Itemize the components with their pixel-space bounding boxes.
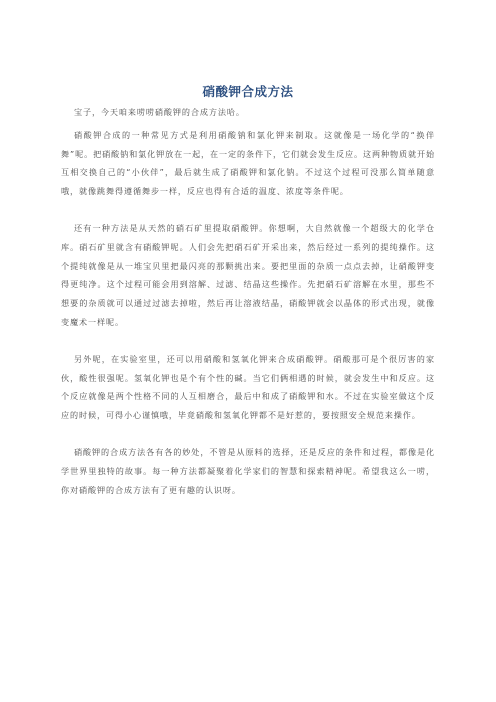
- paragraph-method-saltpeter-ore: 还有一种方法是从天然的硝石矿里提取硝酸钾。你想啊，大自然就像一个超级大的化学仓库。硝石矿里就含有硝酸钾呢。人们会先把硝石矿开采出来，然后经过一系列的提纯操作。这个提纯就像是从一堆宝贝里把最闪亮的那颗挑出来。要把里面的杂质一点点去掉，让硝酸钾变得更纯净。这个过程可能会用到溶解、过滤、结晶这些操作。先把硝石矿溶解在水里，那些不想要的杂质就可以通过过滤去掉啦，然后再让溶液结晶，硝酸钾就会以晶体的形式出现，就像变魔术一样呢。: [61, 222, 435, 327]
- document-title: 硝酸钾合成方法: [202, 84, 294, 99]
- paragraph-method-lab-neutralization: 另外呢，在实验室里，还可以用硝酸和氢氧化钾来合成硝酸钾。硝酸那可是个很厉害的家伙，酸性很强呢。氢氧化钾也是个有个性的碱。当它们俩相遇的时候，就会发生中和反应。这个反应就像是两个性格不同的人互相磨合，最后中和成了硝酸钾和水。不过在实验室做这个反应的时候，可得小心谨慎哦，毕竟硝酸和氢氧化钾都不是好惹的，要按照安全规范来操作。: [61, 353, 435, 421]
- paragraph-conclusion: 硝酸钾的合成方法各有各的妙处，不管是从原料的选择，还是反应的条件和过程，都像是化学世界里独特的故事。每一种方法都凝聚着化学家们的智慧和探索精神呢。希望我这么一唠，你对硝酸钾的合成方法有了更有趣的认识呀。: [61, 446, 435, 495]
- paragraph-method-sodium-nitrate: 硝酸钾合成的一种常见方式是利用硝酸钠和氯化钾来制取。这就像是一场化学的“换伴舞”呢。把硝酸钠和氯化钾放在一起，在一定的条件下，它们就会发生反应。这两种物质就开始互相交换自己的“小伙伴”，最后就生成了硝酸钾和氯化钠。不过这个过程可没那么简单随意哦，就像跳舞得遵循舞步一样，反应也得有合适的温度、浓度等条件呢。: [61, 129, 435, 197]
- paragraph-intro: 宝子，今天咱来唠唠硝酸钾的合成方法哈。: [73, 107, 245, 117]
- document-body: [61, 103, 435, 517]
